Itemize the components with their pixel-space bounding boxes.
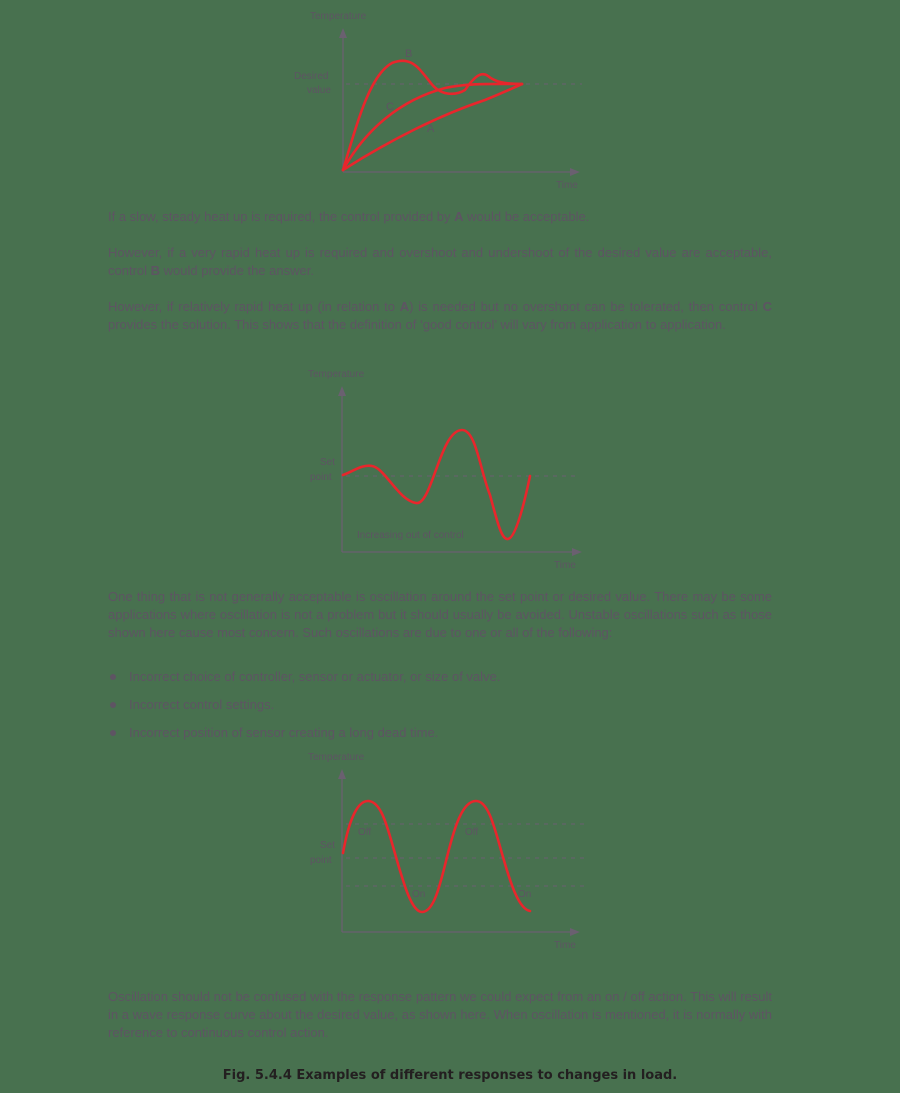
off-label-2: Off: [465, 827, 479, 838]
x-axis-label: Time: [554, 560, 576, 571]
y-axis-label: Temperature: [308, 752, 365, 763]
y-axis-arrow-icon: [339, 28, 347, 38]
x-axis-arrow-icon: [570, 928, 580, 936]
set-point-label-2: point: [310, 472, 332, 483]
x-axis-label: Time: [556, 180, 578, 191]
on-off-curve: [343, 801, 530, 912]
paragraph-on-off-note: Oscillation should not be confused with the response pattern we could expect from an on / off action. This will result in a wave response curve about the desired value, as shown here. When oscillation is mentioned, it is normally with reference to continuous control action.: [108, 989, 772, 1040]
bullet-icon: [110, 730, 116, 736]
figure-heatup-responses: [290, 0, 600, 200]
on-label-2: On: [518, 889, 532, 900]
y-axis-label: Temperature: [308, 369, 365, 380]
bullet-icon: [110, 702, 116, 708]
x-axis-arrow-icon: [572, 548, 582, 556]
causes-list: [108, 668, 772, 752]
paragraph-control-c: However, if relatively rapid heat up (in relation to A) is needed but no overshoot can be tolerated, then control C provides the solution. This shows that the definition of ‘good control’ will vary from application to application.: [108, 299, 772, 332]
list-item: Incorrect control settings.: [108, 696, 772, 724]
set-point-label: Set: [320, 840, 336, 851]
desired-value-label-2: value: [307, 85, 331, 96]
list-item: Incorrect choice of controller, sensor or actuator, or size of valve.: [108, 668, 772, 696]
desired-value-label: Desired: [294, 71, 329, 82]
curve-label-c: C: [386, 101, 394, 113]
curve-label-b: B: [405, 48, 413, 60]
bullet-icon: [110, 674, 116, 680]
figure-unstable-oscillation: [290, 360, 600, 575]
y-axis-arrow-icon: [338, 769, 346, 779]
x-axis-label: Time: [554, 940, 576, 951]
paragraph-oscillation: One thing that is not generally acceptable is oscillation around the set point or desired value. There may be some applications where oscillation is not a problem but it should usually be avoided. Unstable oscillations such as those shown here cause most concern. Such oscillations are due to one or all of the following:: [108, 589, 772, 640]
on-label-1: On: [412, 889, 426, 900]
y-axis-label: Temperature: [310, 11, 367, 22]
set-point-label: Set: [320, 457, 336, 468]
figure-caption: Fig. 5.4.4 Examples of different responses to changes in load.: [222, 1068, 678, 1083]
annotation-increasing-out-of-control: Increasing out of control: [357, 530, 464, 541]
y-axis-arrow-icon: [338, 386, 346, 396]
response-curve: [343, 430, 530, 539]
list-item: Incorrect position of sensor creating a long dead time.: [108, 724, 772, 752]
paragraph-control-a: If a slow, steady heat up is required, the control provided by A would be acceptable.: [108, 209, 590, 224]
curve-label-a: A: [427, 123, 435, 135]
set-point-label-2: point: [310, 855, 332, 866]
x-axis-arrow-icon: [570, 168, 580, 176]
off-label-1: Off: [358, 827, 372, 838]
paragraph-control-b: However, if a very rapid heat up is required and overshoot and undershoot of the desired value are acceptable, control B would provide the answer.: [108, 245, 772, 278]
figure-on-off-response: [290, 745, 600, 955]
